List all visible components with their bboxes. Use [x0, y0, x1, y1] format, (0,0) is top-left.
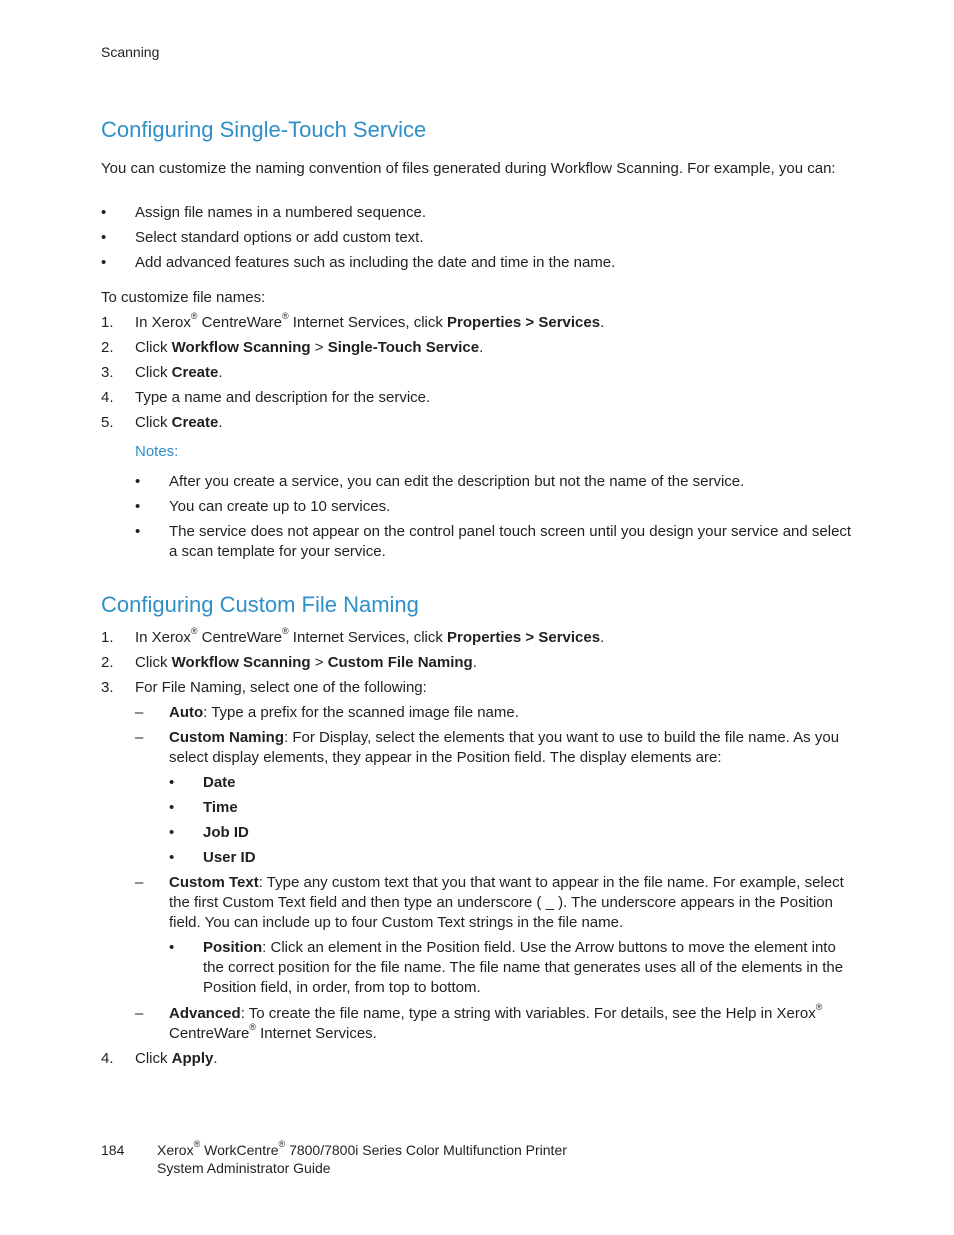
bullet-marker: • [169, 799, 175, 816]
bullet-marker: • [169, 849, 175, 866]
lead-text: To customize file names: [101, 289, 266, 306]
document-page: Scanning Configuring Single-Touch Service You can customize the naming convention of files generated during Workflow Scanning. For example, you can: • Assign file names in a numbered sequence. • Select standard options or add custom text. • Add advanced features such as including the date and time in the name. To customize file names: 1. In Xerox® CentreWare® Internet Services, click Properties > Services. 2. Click Workflow Scanning > Single-Touch Service. 3. Click Create. 4. Type a name and description for the service. 5. Click Create. Notes: • After you create a service, you can edit the description but not the name of the service. • You can create up to 10 services. • The service does not appear on the control panel touch screen until you design your service and select a scan template for your service. Configuring Custom File Naming 1. In Xerox® CentreWare® Internet Services, click Properties > Services. 2. Click Workflow Scanning > Custom File Naming. 3. For File Naming, select one of the following: – Auto: Type a prefix for the scanned image file name. – Custom Naming: For Display, select the elements that you want to use to build the file name. As you select display elements, they appear in the Position field. The display elements are: • Date • Time • Job ID • User ID – Custom Text: Type any custom text that you that want to appear in the file name. For example, select the first Custom Text field and then type an underscore ( _ ). The underscore appears in the Position field. You can include up to four Custom Text strings in the file name. • Position: Click an element in the Position field. Use the Arrow buttons to move the element into the correct position for the file name. The file name that generates uses all of the elements in the Position field, in order, from top to bottom. – Advanced: To create the file name, type a string with variables. For details, see the Help in Xerox® CentreWare® Internet Services. 4. Click Apply. 184 Xerox® WorkCentre® 7800/7800i Series Color Multifunction Printer System Administrator Guide [101, 44, 852, 1176]
bullet-marker: • [169, 939, 175, 956]
bullet-marker: • [101, 229, 107, 246]
footer-title: Xerox® WorkCentre® 7800/7800i Series Color Multifunction Printer System Administrator Guide [157, 1139, 567, 1176]
notes-label: Notes: [135, 443, 179, 460]
running-head: Scanning [101, 44, 160, 60]
bullet-marker: • [101, 204, 107, 221]
dash-marker: – [135, 874, 144, 891]
bullet-marker: • [135, 473, 141, 490]
intro-paragraph: You can customize the naming convention of files generated during Workflow Scanning. For example, you can: [101, 160, 836, 177]
section-heading-single-touch: Configuring Single-Touch Service [101, 117, 427, 142]
bullet-marker: • [135, 498, 141, 515]
bullet-marker: • [101, 254, 107, 271]
bullet-marker: • [169, 774, 175, 791]
page-number: 184 [101, 1142, 125, 1158]
section-heading-custom-file-naming: Configuring Custom File Naming [101, 592, 419, 617]
dash-marker: – [135, 729, 144, 746]
dash-marker: – [135, 1005, 144, 1022]
bullet-marker: • [169, 824, 175, 841]
bullet-marker: • [135, 523, 141, 540]
dash-marker: – [135, 704, 144, 721]
